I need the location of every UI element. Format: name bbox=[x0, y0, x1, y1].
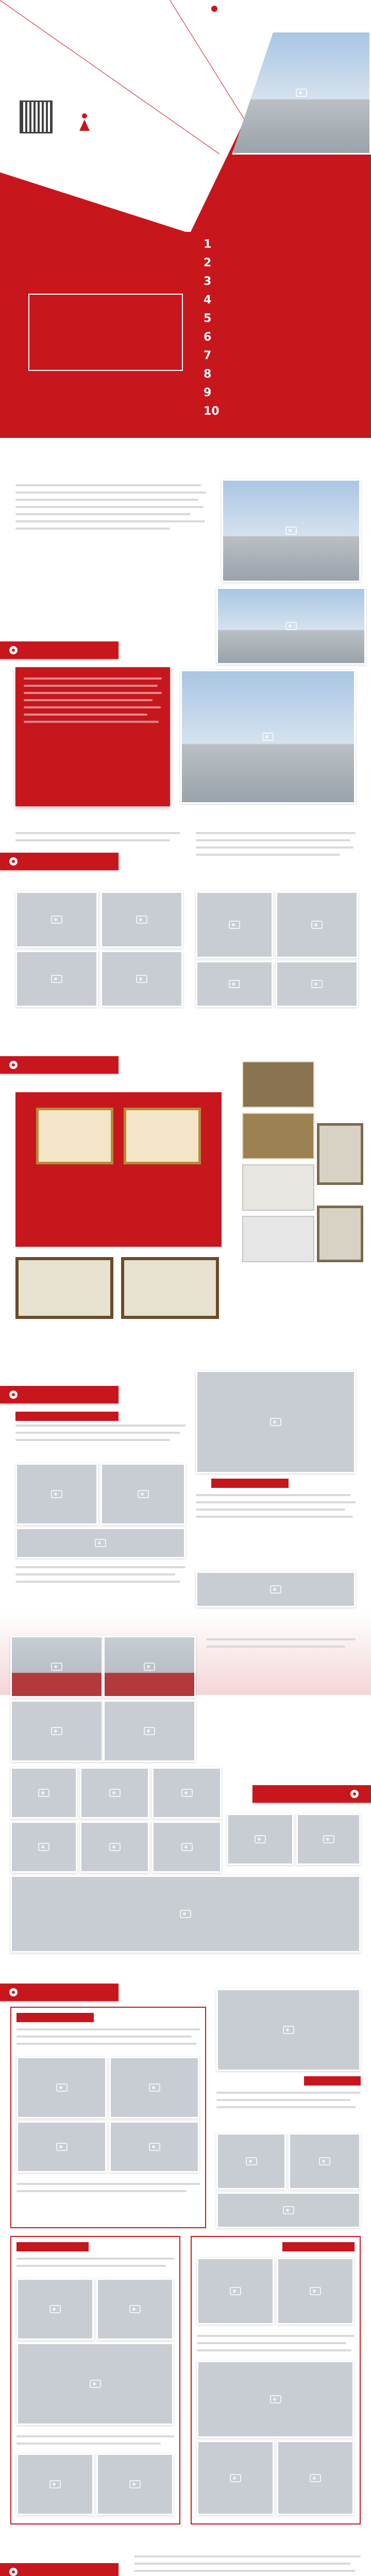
toc-item-number: 7 bbox=[204, 349, 212, 362]
major-photo bbox=[16, 2453, 94, 2515]
feature-tag bbox=[15, 1412, 119, 1421]
activities-text-block bbox=[206, 1638, 356, 1669]
activity-photo bbox=[10, 1875, 361, 1953]
major-tag bbox=[282, 2242, 355, 2251]
banner-dot-icon bbox=[9, 2568, 18, 2576]
banner-dot-icon bbox=[9, 1391, 18, 1399]
feature-text-block bbox=[15, 1425, 185, 1466]
strength-text-block bbox=[15, 832, 180, 863]
facility-photo bbox=[15, 891, 98, 948]
feature-list bbox=[15, 1566, 185, 1597]
major-photo bbox=[197, 2258, 274, 2325]
toc-item-number: 5 bbox=[204, 312, 212, 325]
activity-photo bbox=[152, 1821, 222, 1873]
cover-campus-photo bbox=[232, 31, 371, 155]
toc-item-number: 6 bbox=[204, 331, 212, 344]
toc-item-number: 1 bbox=[204, 238, 212, 251]
majors-text-block bbox=[216, 2092, 361, 2133]
cover-section bbox=[0, 0, 371, 232]
toc-item[interactable] bbox=[204, 274, 358, 292]
major-photo bbox=[16, 2343, 174, 2425]
toc-item-number: 2 bbox=[204, 257, 212, 269]
activity-photo bbox=[227, 1814, 294, 1865]
major-photo bbox=[216, 1989, 361, 2071]
activity-photo bbox=[80, 1767, 149, 1819]
major-tag bbox=[304, 2076, 361, 2086]
facility-photo bbox=[276, 891, 358, 958]
section-banner-4 bbox=[0, 1386, 119, 1403]
activity-photo bbox=[80, 1821, 149, 1873]
toc-item[interactable] bbox=[204, 330, 358, 347]
major-photo bbox=[16, 2057, 107, 2119]
strength-text-block bbox=[196, 832, 356, 884]
major-photo bbox=[277, 2258, 354, 2325]
facility-photo bbox=[100, 951, 183, 1007]
toc-item-number: 4 bbox=[204, 294, 212, 307]
toc-item[interactable] bbox=[204, 311, 358, 329]
activity-photo bbox=[15, 1528, 185, 1558]
toc-item-number: 3 bbox=[204, 275, 212, 288]
brand-logo-tile bbox=[242, 1061, 314, 1108]
activity-photo bbox=[196, 1571, 356, 1607]
campus-photo bbox=[216, 587, 366, 665]
facility-photo bbox=[196, 891, 273, 958]
cover-red-wedge bbox=[0, 147, 185, 232]
major-photo bbox=[16, 2121, 107, 2173]
banner-dot-icon bbox=[9, 1988, 18, 1996]
intro-red-panel bbox=[15, 667, 170, 806]
section-banner-3 bbox=[0, 1056, 119, 1074]
feature-tag bbox=[211, 1479, 289, 1488]
major-tag bbox=[16, 2013, 94, 2022]
brand-logo-tile bbox=[242, 1164, 314, 1211]
intro-text-block bbox=[15, 484, 211, 608]
toc-item-number: 10 bbox=[204, 405, 220, 418]
major-photo bbox=[109, 2121, 199, 2173]
major-photo bbox=[16, 2278, 94, 2340]
toc-item-number: 8 bbox=[204, 368, 212, 381]
certificate-plaque bbox=[317, 1123, 363, 1185]
toc-list bbox=[204, 237, 358, 428]
toc-item[interactable] bbox=[204, 385, 358, 403]
section-banner-6 bbox=[0, 1984, 119, 2001]
cover-figure-icon bbox=[77, 113, 92, 136]
toc-section bbox=[0, 232, 371, 438]
major-photo bbox=[109, 2057, 199, 2119]
activity-photo bbox=[100, 1463, 185, 1525]
qr-code bbox=[20, 100, 53, 133]
banner-dot-icon bbox=[350, 1790, 359, 1798]
major-photo bbox=[96, 2453, 174, 2515]
toc-item[interactable] bbox=[204, 293, 358, 310]
major-photo bbox=[96, 2278, 174, 2340]
certificate-plaque bbox=[36, 1108, 113, 1164]
toc-item[interactable] bbox=[204, 348, 358, 366]
facility-photo bbox=[15, 951, 98, 1007]
activity-photo bbox=[10, 1700, 103, 1762]
activity-photo bbox=[10, 1821, 77, 1873]
facility-photo bbox=[196, 961, 273, 1007]
toc-item[interactable] bbox=[204, 237, 358, 255]
activity-photo bbox=[103, 1700, 196, 1762]
toc-item[interactable] bbox=[204, 367, 358, 384]
toc-item[interactable] bbox=[204, 256, 358, 273]
major-photo bbox=[277, 2441, 354, 2515]
toc-item-number: 9 bbox=[204, 386, 212, 399]
feature-text-block bbox=[196, 1494, 356, 1556]
coop-text-block bbox=[134, 2555, 361, 2576]
majors-panel bbox=[10, 2236, 180, 2524]
facility-photo bbox=[276, 961, 358, 1007]
major-tag bbox=[16, 2242, 89, 2251]
activity-photo bbox=[103, 1636, 196, 1698]
toc-item[interactable] bbox=[204, 404, 358, 421]
major-photo bbox=[216, 2192, 361, 2228]
campus-photo bbox=[180, 670, 356, 804]
certificate-plaque bbox=[317, 1206, 363, 1262]
major-photo bbox=[289, 2133, 361, 2190]
majors-panel bbox=[191, 2236, 361, 2524]
activities-red-strip bbox=[10, 1636, 196, 1770]
honors-red-area bbox=[15, 1092, 222, 1247]
certificate-plaque bbox=[121, 1257, 219, 1319]
toc-panel bbox=[28, 294, 183, 371]
major-photo bbox=[197, 2441, 274, 2515]
major-photo bbox=[197, 2361, 354, 2438]
brand-logo-tile bbox=[242, 1216, 314, 1262]
certificate-plaque bbox=[124, 1108, 201, 1164]
banner-dot-icon bbox=[9, 646, 18, 654]
activity-photo bbox=[10, 1767, 77, 1819]
activity-photo bbox=[296, 1814, 361, 1865]
section-banner-1 bbox=[0, 641, 119, 659]
toc-heading bbox=[41, 252, 103, 273]
section-banner-7 bbox=[0, 2563, 119, 2576]
campus-photo bbox=[222, 479, 361, 582]
cover-logo bbox=[211, 5, 268, 12]
facility-photo bbox=[100, 891, 183, 948]
activity-photo bbox=[196, 1370, 356, 1473]
section-banner-5 bbox=[252, 1785, 371, 1803]
major-photo bbox=[216, 2133, 286, 2190]
activity-photo bbox=[15, 1463, 98, 1525]
majors-panel bbox=[10, 2007, 206, 2228]
certificate-plaque bbox=[15, 1257, 113, 1319]
banner-dot-icon bbox=[9, 1061, 18, 1069]
brand-logo-tile bbox=[242, 1113, 314, 1159]
activity-photo bbox=[152, 1767, 222, 1819]
activity-photo bbox=[10, 1636, 103, 1698]
